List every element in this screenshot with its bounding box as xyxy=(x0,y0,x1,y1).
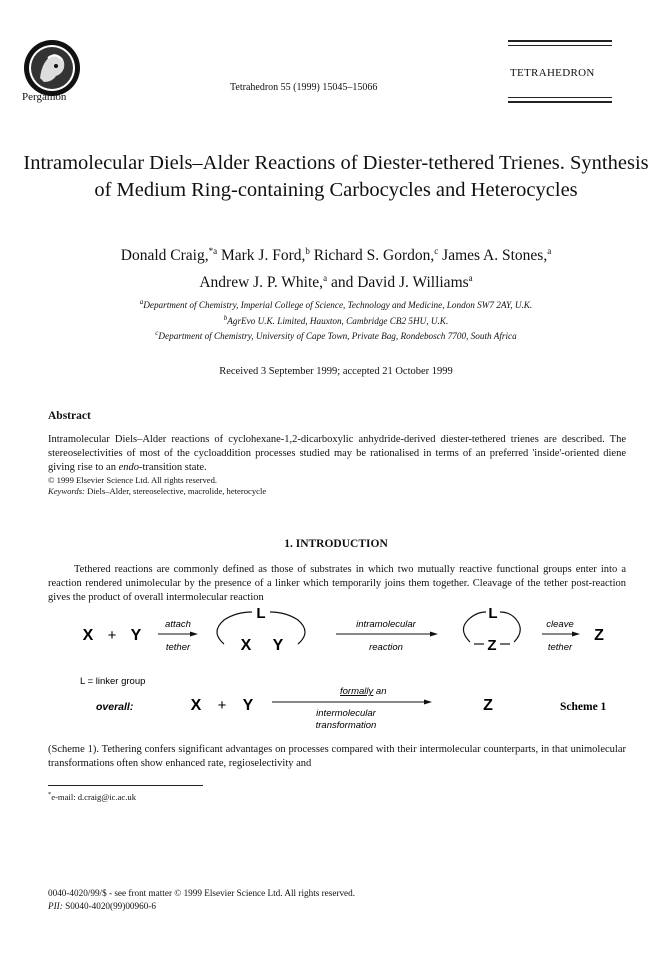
affiliation: $^a$Department of Chemistry, Imperial College of Science, Technology and Medicine, London SW7 2AY, U.K. xyxy=(139,298,533,311)
header-rule-top xyxy=(508,40,612,42)
header-rule-top-thin xyxy=(508,45,612,46)
overall-x: X xyxy=(190,697,202,714)
reactant-x: X xyxy=(82,627,94,644)
issn-line: 0040-4020/99/$ - see front matter © 1999 Elsevier Science Ltd. All rights reserved. xyxy=(48,888,356,898)
intramolecular-label: intramolecular xyxy=(356,619,416,630)
author: Andrew J. P. White,$^a$ xyxy=(199,273,328,292)
abstract-heading: Abstract xyxy=(48,410,91,422)
author-line-1 xyxy=(20,240,652,267)
ring-curve-left xyxy=(463,612,486,642)
citation-line: Tetrahedron 55 (1999) 15045–15066 xyxy=(230,82,378,93)
intermolecular-label: intermolecular xyxy=(316,708,376,719)
abstract-copyright: © 1999 Elsevier Science Ltd. All rights reserved. xyxy=(48,475,218,485)
overall-z: Z xyxy=(483,697,493,714)
tether-label: tether xyxy=(165,642,191,653)
author: and David J. Williams$^a$ xyxy=(327,273,473,292)
front-matter-info xyxy=(48,887,355,912)
plus-sign: + xyxy=(107,627,117,644)
author: Richard S. Gordon,$^c$ xyxy=(309,246,439,265)
received-dates: Received 3 September 1999; accepted 21 October 1999 xyxy=(219,366,453,377)
affiliation: $^b$AgrEvo U.K. Limited, Hauxton, Cambridge CB2 5HU, U.K. xyxy=(223,313,449,326)
arrowhead-cleave xyxy=(572,632,580,637)
footnote-email: *e-mail: d.craig@ic.ac.uk xyxy=(48,791,136,802)
author-line-2 xyxy=(20,267,652,294)
arrowhead-attach xyxy=(190,632,198,637)
transformation-label: transformation xyxy=(315,720,377,731)
product-z: Z xyxy=(594,627,604,644)
ring-curve-right xyxy=(500,612,520,642)
pii-line: PII: S0040-4020(99)00960-6 xyxy=(48,900,156,911)
footnote-rule xyxy=(48,785,203,786)
ring-linker-l: L xyxy=(488,606,498,622)
abstract-text: Intramolecular Diels–Alder reactions of cyclohexane-1,2-dicarboxylic anhydride-derived diester-tethered trienes are described. The stereoselectivities of most of the cycloaddition processes studied may be rationalised in terms of an preferred 'inside'-oriented diene giving rise to an endo-transition state. xyxy=(48,434,626,473)
author: Mark J. Ford,$^b$ xyxy=(217,246,310,265)
overall-plus: + xyxy=(217,697,227,714)
cleave-label: cleave xyxy=(546,619,574,630)
overall-y: Y xyxy=(242,697,254,714)
ring-z: Z xyxy=(487,637,497,654)
arrowhead-overall xyxy=(424,700,432,705)
tethered-y: Y xyxy=(272,637,284,654)
linker-l: L xyxy=(256,606,266,622)
linker-legend: L = linker group xyxy=(80,676,146,687)
formally-an-label: formally an xyxy=(340,686,387,697)
affiliation: $^c$Department of Chemistry, University of Cape Town, Private Bag, Rondebosch 7700, South Africa xyxy=(155,329,517,342)
author: James A. Stones,$^a$ xyxy=(438,246,552,265)
intro-paragraph-2: (Scheme 1). Tethering confers significant advantages on processes compared with their intermolecular counterparts, in that unimolecular transformations often show enhanced rate, regioselectivity and xyxy=(48,744,626,770)
tethered-x: X xyxy=(240,637,252,654)
header-rule-bottom xyxy=(508,101,612,103)
author: Donald Craig,$^{*a}$ xyxy=(120,246,218,265)
attach-label: attach xyxy=(165,619,191,630)
author-list xyxy=(20,240,652,294)
reaction-label: reaction xyxy=(369,642,403,653)
section-heading-introduction: 1. INTRODUCTION xyxy=(284,538,388,550)
affiliations xyxy=(20,296,652,343)
tether-label-2: tether xyxy=(547,642,573,653)
header-rule-bottom-thin xyxy=(508,97,612,98)
abstract-body xyxy=(48,433,626,497)
journal-name: TETRAHEDRON xyxy=(510,67,595,79)
intro-paragraph-1: Tethered reactions are commonly defined as those of substrates in which two mutually reactive functional groups enter into a reaction rendered unimolecular by the presence of a linker which temporarily joins them together. Cleavage of the tether post-reaction gives the product of overall intermolecular reaction xyxy=(48,564,626,604)
pergamon-logo-icon xyxy=(22,38,82,98)
paper-title: Intramolecular Diels–Alder Reactions of Diester-tethered Trienes. Synthesis of Medium Ring-containing Carbocycles and Heterocycles xyxy=(23,152,649,201)
reactant-y: Y xyxy=(130,627,142,644)
overall-label: overall: xyxy=(96,701,134,713)
arrowhead-intramolecular xyxy=(430,632,438,637)
keywords: Keywords: Diels–Alder, stereoselective, macrolide, heterocycle xyxy=(48,486,267,496)
scheme-label: Scheme 1 xyxy=(560,701,607,713)
scheme-1-diagram xyxy=(0,606,672,742)
publisher-name: Pergamon xyxy=(22,91,67,103)
